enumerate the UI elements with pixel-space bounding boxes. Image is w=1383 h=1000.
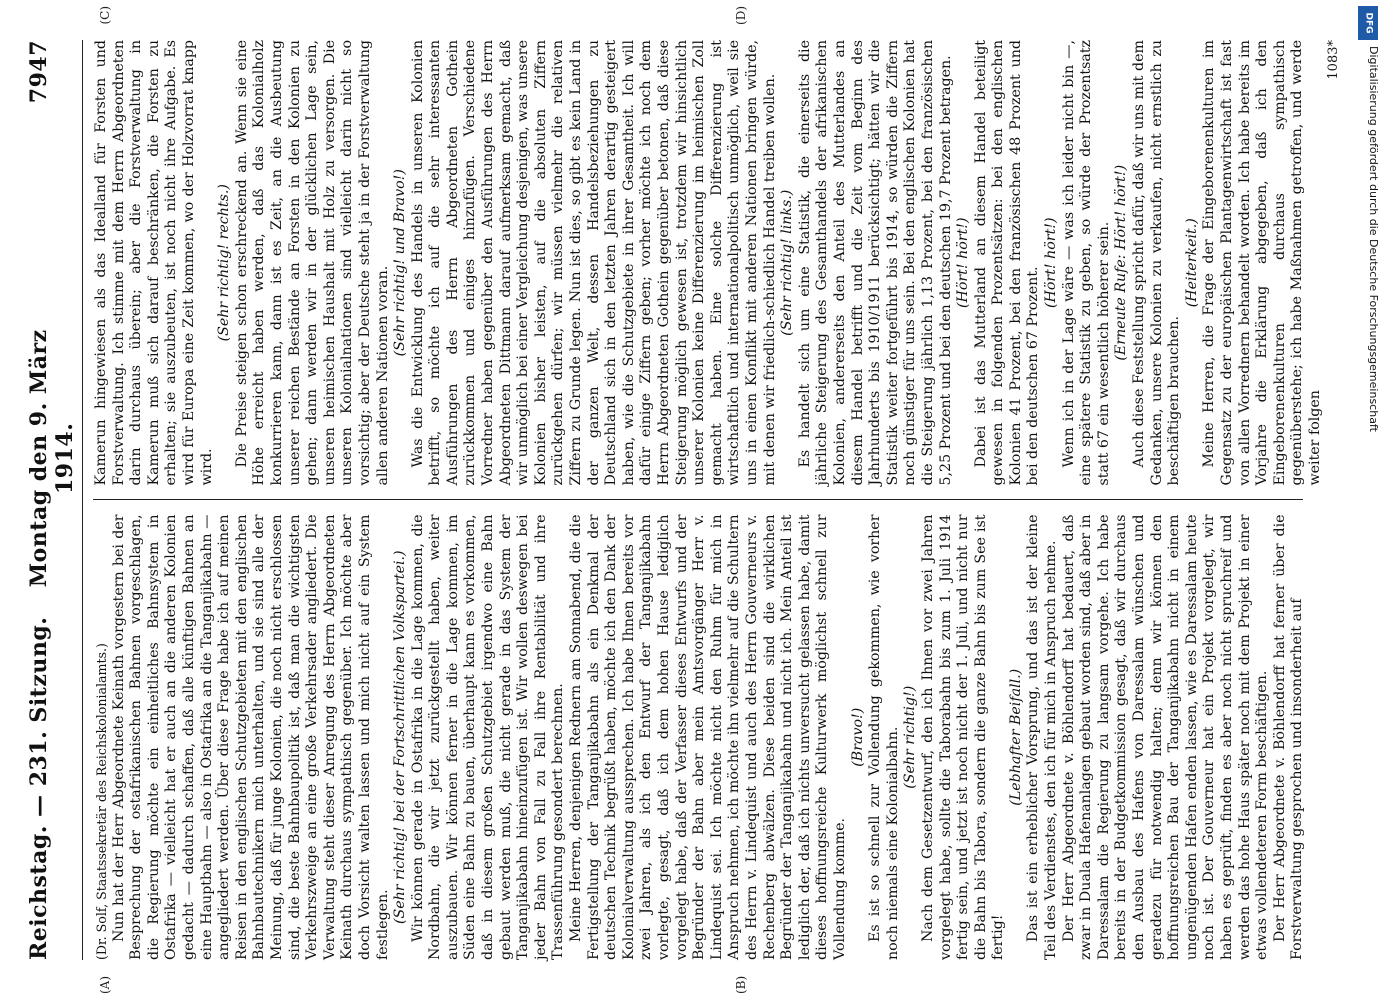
paragraph: Wir können gerade in Ostafrika in die Lage kommen, die Nordbahn, die wir jetzt zurückgestellt haben, weiter auszubauen. Wir können ferner in die Lage kommen, im Süden eine Bahn zu bauen, überhaupt kann es vorkommen, daß in diesem großen Schutzgebiet irgendwo eine Bahn gebaut werden muß, die nicht gerade in das System der Tanganjikabahn hineinzufügen ist. Wir wollen deswegen bei jeder Bahn von Fall zu Fall ihre Rentabilität und ihre Trassenführung gesondert berechnen. — [409, 514, 567, 960]
digitization-sidebar — [1354, 6, 1382, 806]
interjection: (Bravo!) — [849, 707, 866, 767]
margin-marker-b: (B) — [734, 975, 748, 994]
margin-marker-a: (A) — [98, 975, 112, 994]
speaker-head: (Dr. Solf, Staatssekretär des Reichskolonialamts.) — [94, 643, 109, 960]
interjection: (Erneute Rufe: Hört! hört!) — [1113, 164, 1130, 361]
paragraph: Die Preise steigen schon erschreckend an. Wenn sie eine Höhe erreicht haben werden, daß das Kolonialholz konkurrieren kann, dann ist es Zeit, an die Ausbeutung unserer reichen Bestände an Forsten in den Kolonien zu gehen; dann werden wir in der glücklichen Lage sein, unseren heimischen Haushalt mit Holz zu versorgen. Die unseren Kolonialnationen sind vielleicht darin nicht so vorsichtig; aber der Deutsche steht ja in der Forstverwaltung allen anderen Nationen voran. — [233, 40, 391, 486]
page-header — [26, 40, 83, 960]
interjection: (Lebhafter Beifall.) — [1007, 668, 1024, 806]
header-date: Montag den 9. März 1914. — [26, 329, 78, 588]
margin-marker-c: (C) — [98, 6, 112, 25]
interjection: (Sehr richtig!) — [902, 685, 919, 789]
interjection: (Sehr richtig! rechts.) — [216, 184, 233, 342]
interjection: (Sehr richtig! bei der Fortschrittlichen Volkspartei.) — [392, 550, 409, 925]
column-left — [93, 514, 1306, 994]
paragraph: Das ist ein erheblicher Vorsprung, und das ist der kleine Teil des Verdienstes, den ich für mich in Anspruch nehme. — [1025, 514, 1060, 960]
paragraph: Auch diese Feststellung spricht dafür, daß wir uns mit dem Gedanken, unsere Kolonien zu verkaufen, nicht ernstlich zu beschäftigen brauchen. — [1131, 40, 1183, 486]
paragraph: Was die Entwicklung des Handels in unseren Kolonien betrifft, so möchte ich auf die sehr interessanten Ausführungen des Herrn Abgeordneten Gothein zurückkommen und einiges hinzufügen. Verschiedene Vorredner haben gegenüber den Ausführungen des Herrn Abgeordneten Dittmann darauf aufmerksam gemacht, daß wir unmöglich bei einer Vergleichung desjenigen, was unsere Kolonien bisher leisten, auf die absoluten Ziffern zurückgehen dürfen; wir müssen vielmehr die relativen Ziffern zu Grunde legen. Nun ist dies, so gibt es kein Land in der ganzen Welt, dessen Handelsbeziehungen zu Deutschland sich in den letzten Jahren derartig gesteigert haben, wie die Schutzgebiete in ihrer Gesamtheit. Ich will dafür einige Ziffern geben; vorher möchte ich noch dem Herrn Abgeordneten Gothein gegenüber betonen, daß diese Steigerung möglich gewesen ist, trotzdem wir hinsichtlich unserer Kolonien keine Differenzierung im heimischen Zoll gemacht haben. Eine solche Differenzierung ist wirtschaftlich und internationalpolitisch unmöglich, weil sie uns in einen Konflikt mit anderen Nationen bringen würde, mit denen wir friedlich-schiedlich Handel treiben wollen. — [409, 40, 778, 486]
paragraph: Kamerun hingewiesen als das Idealland für Forsten und Forstverwaltung. Ich stimme mit dem Herrn Abgeordneten darin durchaus überein; aber die Forstverwaltung in Kamerun muß sich darauf beschränken, die Forsten zu erhalten; sie auszubeuten, ist noch nicht ihre Aufgabe. Es wird für Europa eine Zeit kommen, wo der Holzvorrat knapp wird. — [93, 40, 215, 486]
paragraph: Nach dem Gesetzentwurf, den ich Ihnen vor zwei Jahren vorgelegt habe, sollte die Taborabahn bis zum 1. Juli 1914 fertig sein, und jetzt ist noch nicht der 1. Juli, und nicht nur die Bahn bis Tabora, sondern die ganze Bahn bis zum See ist fertig! — [919, 514, 1007, 960]
paragraph: Wenn ich in der Lage wäre — was ich leider nicht bin —, eine spätere Statistik zu geben, so würde der Prozentsatz statt 67 ein wesentlich höherer sein. — [1060, 40, 1112, 486]
paragraph: Der Herr Abgeordnete v. Böhlendorff hat ferner über die Forstverwaltung gesprochen und insonderheit auf — [1271, 514, 1306, 960]
paragraph: Der Herr Abgeordnete v. Böhlendorff hat bedauert, daß zwar in Duala Hafenanlagen gebaut worden sind, daß aber in Daressalam die Regierung zu langsam vorgehe. Ich habe bereits in der Budgetkommission gesagt, daß wir durchaus den Ausbau des Hafens von Daressalam wünschen und geradezu für notwendig halten; denn wir können den hoffnungsreichen Bau der Tanganjikabahn nicht in einem ungenügenden Hafen enden lassen, wie es Daressalam heute noch ist. Der Gouverneur hat ein Projekt vorgelegt, wir haben es geprüft, finden es aber noch nicht spruchreif und werden das hohe Haus später noch mit dem Projekt in einer etwas vollendeteren Form beschäftigen. — [1060, 514, 1271, 960]
paragraph: Meine Herren, die Frage der Eingeborenenkulturen im Gegensatz zu der europäischen Plantagenwirtschaft ist fast von allen Vorrednern behandelt worden. Ich habe bereits im Vorjahre die Erklärung abgegeben, daß ich den Eingeborenenkulturen durchaus sympathisch gegenüberstehe; ich habe Maßnahmen getroffen, und werde weiter folgen — [1201, 40, 1323, 486]
paragraph: Es ist so schnell zur Vollendung gekommen, wie vorher noch niemals eine Kolonialbahn. — [867, 514, 901, 960]
page-number: 7947 — [26, 40, 52, 104]
interjection: (Heiterkeit.) — [1183, 218, 1200, 308]
dfg-logo-text: DFG — [1363, 12, 1374, 34]
column-right — [93, 6, 1341, 501]
interjection: (Sehr richtig! und Bravo!) — [392, 169, 409, 357]
digitization-note: Digitalisierung gefördert durch die Deutsche Forschungsgemeinschaft — [1367, 46, 1380, 432]
paragraph: Es handelt sich um eine Statistik, die einerseits die jährliche Steigerung des Gesamthandels der afrikanischen Kolonien, andererseits den Anteil des Mutterlandes an diesem Handel betrifft und die Zeit vom Beginn des Jahrhunderts bis 1910/1911 berücksichtigt; hätten wir die Statistik weiter fortgeführt bis 1914, so würden die Ziffern noch günstiger für uns sein. Bei den englischen Kolonien hat die Steigerung jährlich 1,13 Prozent, bei den französischen 5,25 Prozent und bei den deutschen 19,7 Prozent betragen. — [796, 40, 954, 486]
interjection: (Sehr richtig! links.) — [779, 189, 796, 336]
interjection: (Hört! hört!) — [955, 217, 972, 309]
header-left: Reichstag. — 231. Sitzung. — [26, 616, 52, 960]
paragraph: Nun hat der Herr Abgeordnete Keinath vorgestern bei der Besprechung der ostafrikanischen Bahnen vorgeschlagen, die Regierung möchte ein einheitliches Bahnsystem in Ostafrika — vielleicht hat er auch an die anderen Kolonien gedacht — dadurch schaffen, daß alle künftigen Bahnen an eine Hauptbahn — also in Ostafrika an die Tanganjikabahn — angegliedert werden. Über diese Frage habe ich auf meinen Reisen in den englischen Schutzgebieten mit den englischen Bahnbautechnikern mich unterhalten, und sie sind alle der Meinung, daß für junge Kolonien, die noch nicht erschlossen sind, die beste Bahnbaupolitik ist, daß man die wichtigsten Verkehrszweige an eine große Verkehrsader angliedert. Die Verwaltung steht dieser Anregung des Herrn Abgeordneten Keinath durchaus sympathisch gegenüber. Ich möchte aber doch Vorsicht walten lassen und mich nicht auf ein System festlegen. — [110, 514, 391, 960]
text-columns — [93, 6, 1341, 994]
paragraph: Meine Herren, denjenigen Rednern am Sonnabend, die die Fertigstellung der Tanganjikabahn als ein Denkmal der deutschen Technik begrüßt haben, möchte ich den Dank der Kolonialverwaltung aussprechen. Ich habe Ihnen bereits vor zwei Jahren, als ich den Entwurf der Tanganjikabahn vorlegte, gesagt, daß ich dem hohen Hause lediglich vorgelegt habe, daß der Verfasser dieses Entwurfs und der Begründer der Bahn aber mein Amtsvorgänger Herr v. Lindequist sei. Ich möchte nicht den Ruhm für mich in Anspruch nehmen, ich möchte ihn vielmehr auf die Schultern des Herrn v. Lindequist und auch des Herrn Gouverneurs v. Rechenberg abwälzen. Diese beiden sind die wirklichen Begründer der Tanganjikabahn und nicht ich. Mein Anteil ist lediglich der, daß ich nichts unversucht gelassen habe, damit dieses hoffnungsreiche Kulturwerk möglichst schnell zur Vollendung komme. — [568, 514, 848, 960]
interjection: (Hört! hört!) — [1043, 217, 1060, 309]
dfg-logo — [1358, 6, 1378, 40]
margin-marker-d: (D) — [734, 6, 748, 25]
paragraph: Dabei ist das Mutterland an diesem Handel beteiligt gewesen in folgenden Prozentsätzen: bei den englischen Kolonien 41 Prozent, bei den französischen 48 Prozent und bei den deutschen 67 Prozent. — [972, 40, 1042, 486]
footer-number: 1083* — [1325, 40, 1341, 80]
